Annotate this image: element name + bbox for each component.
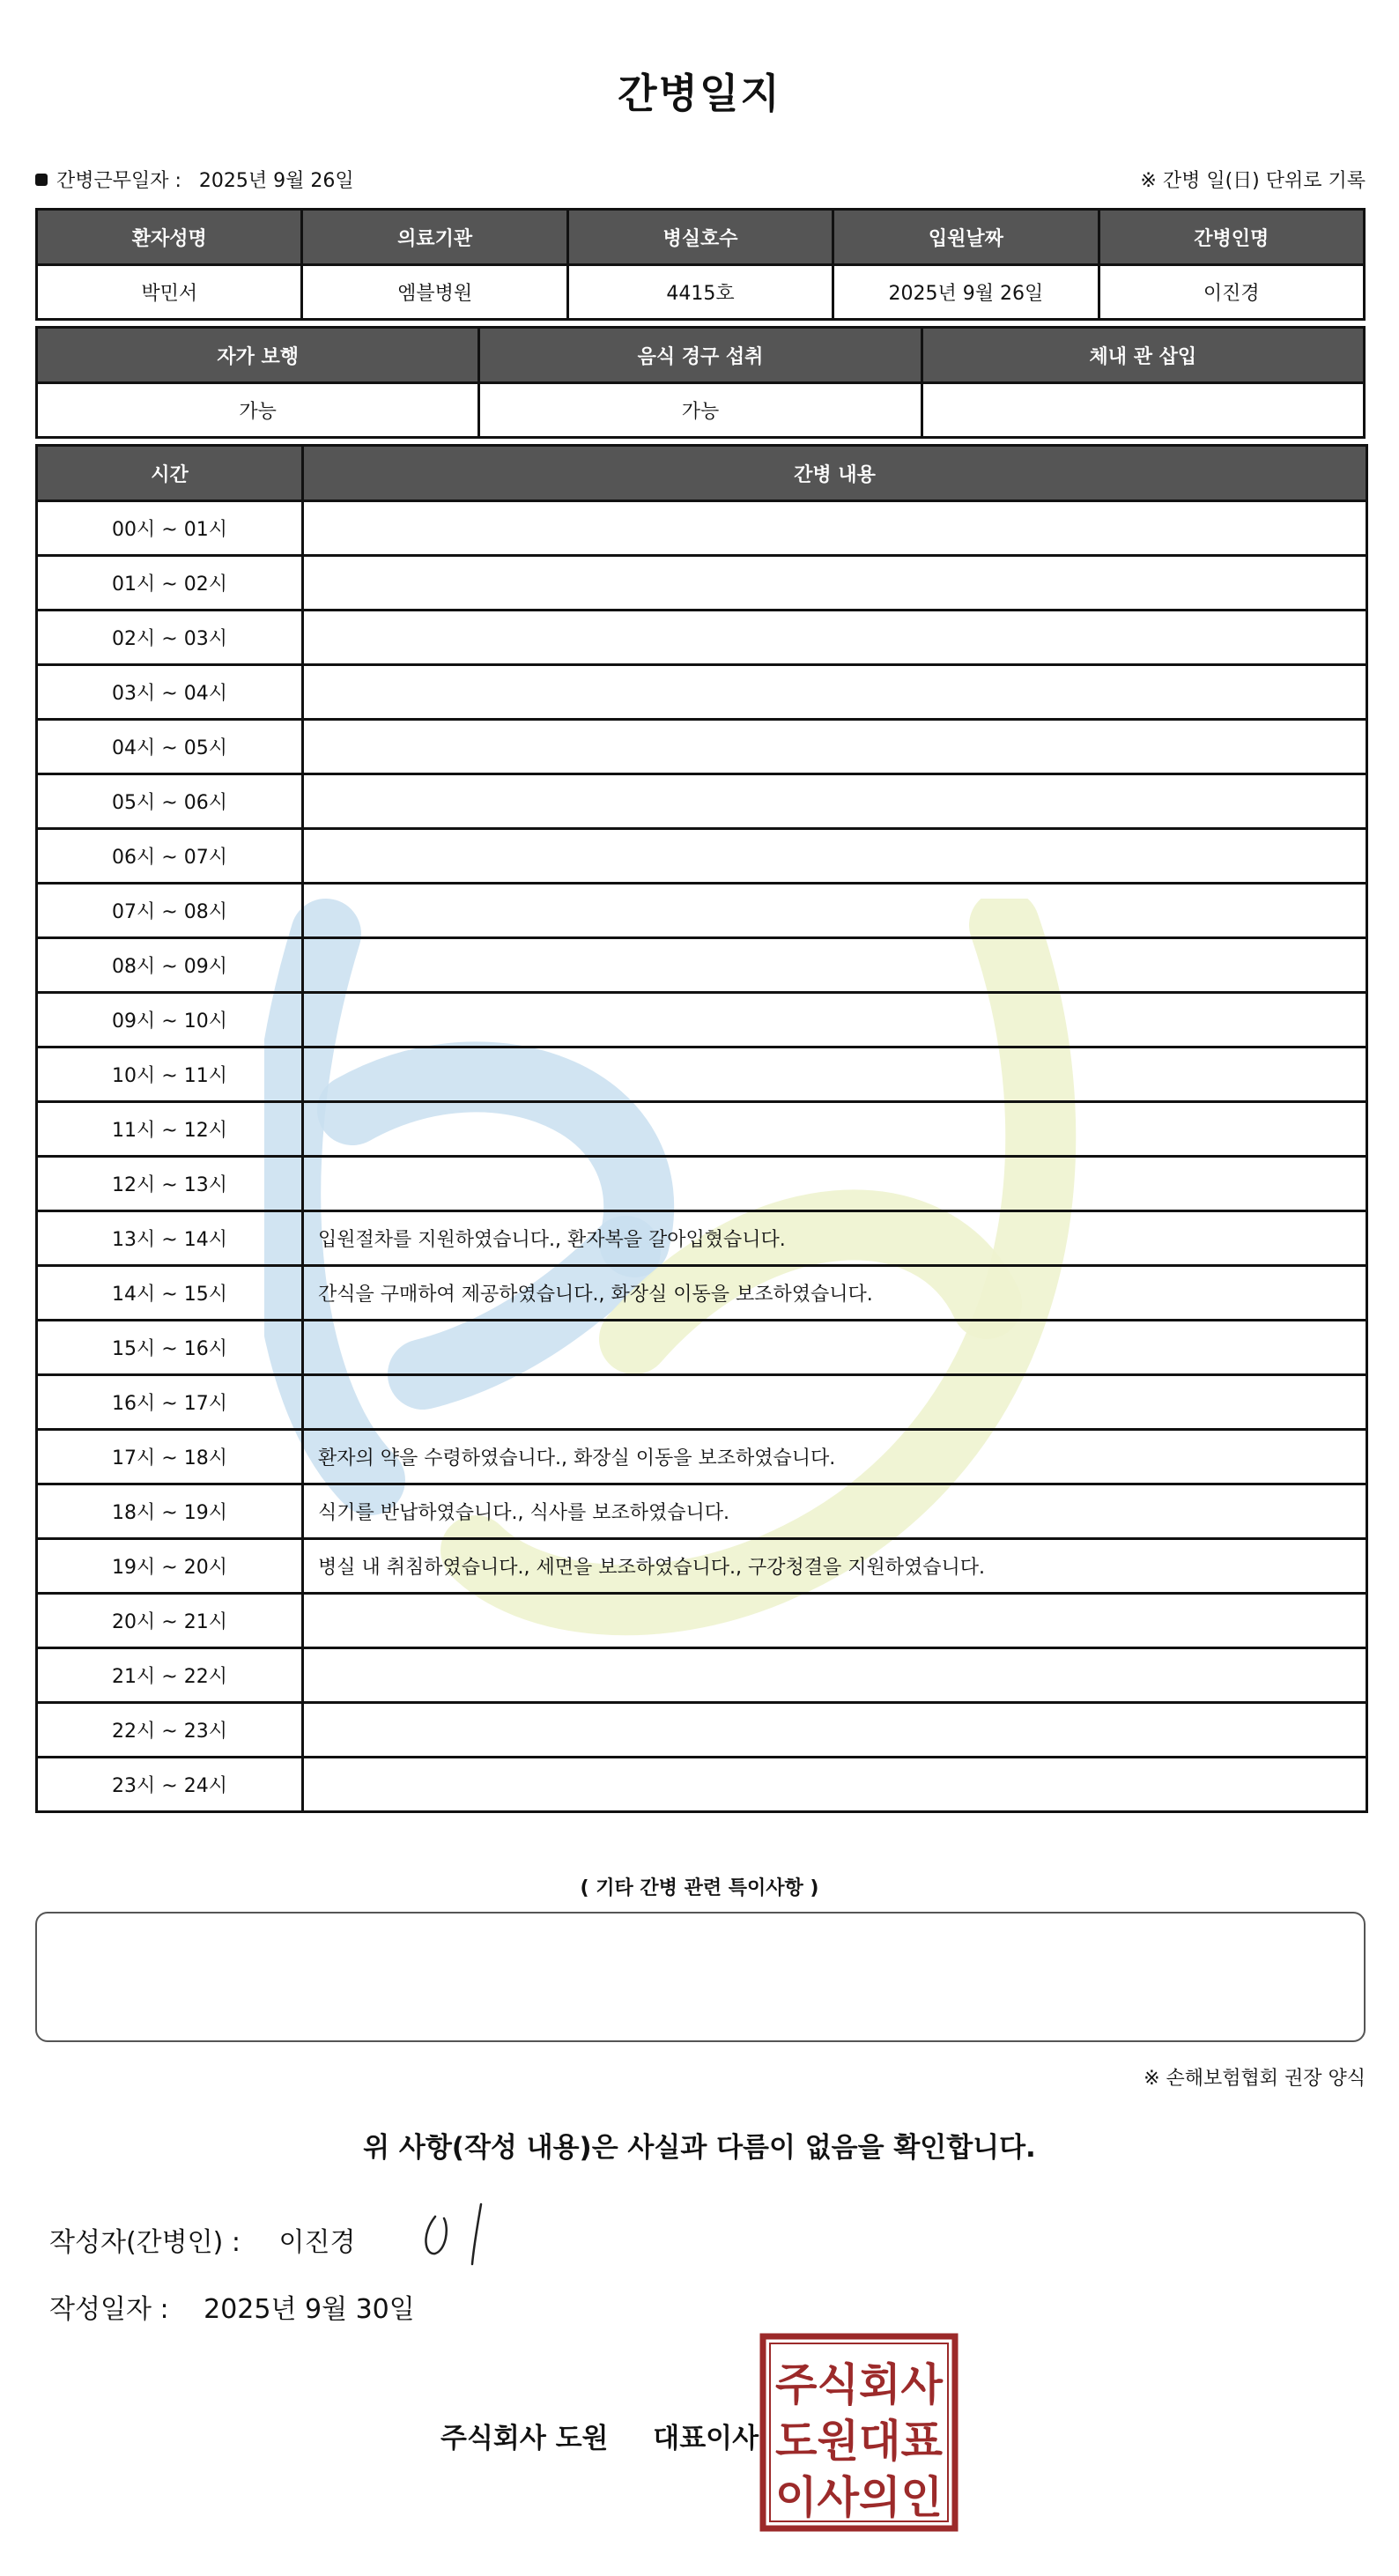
table-row xyxy=(37,1266,1367,1321)
company-line xyxy=(440,2416,759,2455)
recommend-note: ※ 손해보험협회 권장 양식 xyxy=(1144,2068,1366,2090)
care-content xyxy=(303,774,1367,829)
table-row xyxy=(37,1594,1367,1648)
table-row xyxy=(37,1321,1367,1375)
time-slot: 18시 ~ 19시 xyxy=(37,1484,303,1539)
header-room: 병실호수 xyxy=(567,210,833,265)
header-patient-name: 환자성명 xyxy=(37,210,302,265)
header-care-content: 간병 내용 xyxy=(303,446,1367,501)
header-self-walking: 자가 보행 xyxy=(37,328,479,383)
write-date-value: 2025년 9월 30일 xyxy=(204,2294,415,2325)
care-content xyxy=(303,1321,1367,1375)
table-row xyxy=(37,265,1365,320)
header-hospital: 의료기관 xyxy=(302,210,567,265)
unit-note: ※ 간병 일(日) 단위로 기록 xyxy=(1140,170,1366,192)
time-slot: 19시 ~ 20시 xyxy=(37,1539,303,1594)
table-row xyxy=(37,1484,1367,1539)
work-date-label: 간병근무일자 : xyxy=(56,170,181,192)
oral-intake: 가능 xyxy=(479,383,922,438)
care-content xyxy=(303,1758,1367,1812)
time-slot: 23시 ~ 24시 xyxy=(37,1758,303,1812)
care-content xyxy=(303,1375,1367,1430)
header-caregiver: 간병인명 xyxy=(1099,210,1364,265)
table-row xyxy=(37,1758,1367,1812)
time-slot: 22시 ~ 23시 xyxy=(37,1703,303,1758)
patient-name: 박민서 xyxy=(37,265,302,320)
confirmation-statement: 위 사항(작성 내용)은 사실과 다름이 없음을 확인합니다. xyxy=(363,2132,1036,2164)
care-content xyxy=(303,501,1367,556)
time-slot: 04시 ~ 05시 xyxy=(37,720,303,774)
care-content xyxy=(303,884,1367,938)
table-row xyxy=(37,665,1367,720)
table-header-row xyxy=(37,446,1367,501)
writer-name: 이진경 xyxy=(278,2227,356,2258)
ceo-title: 대표이사 xyxy=(653,2423,759,2454)
tube-insertion xyxy=(922,383,1364,438)
care-content xyxy=(303,665,1367,720)
care-content: 환자의 약을 수령하였습니다., 화장실 이동을 보조하였습니다. xyxy=(303,1430,1367,1484)
table-row xyxy=(37,884,1367,938)
company-name: 주식회사 도원 xyxy=(440,2423,609,2454)
header-oral-intake: 음식 경구 섭취 xyxy=(479,328,922,383)
care-content xyxy=(303,1648,1367,1703)
writer-line xyxy=(49,2220,355,2259)
table-row xyxy=(37,829,1367,884)
care-content xyxy=(303,1102,1367,1157)
time-slot: 12시 ~ 13시 xyxy=(37,1157,303,1211)
time-slot: 00시 ~ 01시 xyxy=(37,501,303,556)
care-content: 입원절차를 지원하였습니다., 환자복을 갈아입혔습니다. xyxy=(303,1211,1367,1266)
writer-label: 작성자(간병인) : xyxy=(49,2227,241,2258)
time-slot: 08시 ~ 09시 xyxy=(37,938,303,993)
time-slot: 15시 ~ 16시 xyxy=(37,1321,303,1375)
care-content xyxy=(303,556,1367,611)
signature-mark xyxy=(419,2199,499,2269)
page-title: 간병일지 xyxy=(618,70,781,117)
table-row xyxy=(37,1539,1367,1594)
table-row xyxy=(37,1648,1367,1703)
header-admission-date: 입원날짜 xyxy=(833,210,1099,265)
table-row xyxy=(37,383,1365,438)
seal-text-line: 주식회사 xyxy=(775,2359,944,2410)
time-slot: 11시 ~ 12시 xyxy=(37,1102,303,1157)
header-time: 시간 xyxy=(37,446,303,501)
patient-info-table xyxy=(35,208,1366,321)
time-slot: 07시 ~ 08시 xyxy=(37,884,303,938)
seal-text-line: 도원대표 xyxy=(775,2416,944,2467)
time-slot: 09시 ~ 10시 xyxy=(37,993,303,1047)
table-row xyxy=(37,1157,1367,1211)
time-slot: 13시 ~ 14시 xyxy=(37,1211,303,1266)
care-content: 간식을 구매하여 제공하였습니다., 화장실 이동을 보조하였습니다. xyxy=(303,1266,1367,1321)
care-content xyxy=(303,1594,1367,1648)
table-row xyxy=(37,993,1367,1047)
room-number: 4415호 xyxy=(567,265,833,320)
time-slot: 03시 ~ 04시 xyxy=(37,665,303,720)
care-content xyxy=(303,938,1367,993)
work-date-value: 2025년 9월 26일 xyxy=(198,170,354,192)
table-row xyxy=(37,501,1367,556)
time-slot: 21시 ~ 22시 xyxy=(37,1648,303,1703)
caregiver-name: 이진경 xyxy=(1099,265,1364,320)
table-row xyxy=(37,774,1367,829)
table-row xyxy=(37,1102,1367,1157)
time-slot: 01시 ~ 02시 xyxy=(37,556,303,611)
time-slot: 16시 ~ 17시 xyxy=(37,1375,303,1430)
care-content xyxy=(303,829,1367,884)
write-date-label: 작성일자 : xyxy=(49,2294,169,2325)
header-tube-insertion: 체내 관 삽입 xyxy=(922,328,1364,383)
care-content xyxy=(303,1047,1367,1102)
care-content xyxy=(303,1703,1367,1758)
table-row xyxy=(37,1211,1367,1266)
care-content: 병실 내 취침하였습니다., 세면을 보조하였습니다., 구강청결을 지원하였습니다. xyxy=(303,1539,1367,1594)
admission-date: 2025년 9월 26일 xyxy=(833,265,1099,320)
table-row xyxy=(37,1430,1367,1484)
table-row xyxy=(37,1047,1367,1102)
time-slot: 05시 ~ 06시 xyxy=(37,774,303,829)
time-slot: 14시 ~ 15시 xyxy=(37,1266,303,1321)
care-content xyxy=(303,1157,1367,1211)
seal-text-line: 이사의인 xyxy=(775,2472,943,2523)
care-content xyxy=(303,720,1367,774)
time-slot: 02시 ~ 03시 xyxy=(37,611,303,665)
table-row xyxy=(37,720,1367,774)
write-date-line xyxy=(49,2287,415,2326)
table-header-row xyxy=(37,210,1365,265)
table-header-row xyxy=(37,328,1365,383)
care-content: 식기를 반납하였습니다., 식사를 보조하였습니다. xyxy=(303,1484,1367,1539)
care-log-table xyxy=(35,444,1368,1813)
hospital: 엠블병원 xyxy=(302,265,567,320)
special-notes-box xyxy=(35,1912,1366,2042)
care-content xyxy=(303,993,1367,1047)
self-walking: 가능 xyxy=(37,383,479,438)
company-seal-stamp xyxy=(758,2331,960,2534)
time-slot: 17시 ~ 18시 xyxy=(37,1430,303,1484)
time-slot: 20시 ~ 21시 xyxy=(37,1594,303,1648)
patient-condition-table xyxy=(35,326,1366,439)
table-row xyxy=(37,611,1367,665)
table-row xyxy=(37,556,1367,611)
table-row xyxy=(37,938,1367,993)
special-notes-title: ( 기타 간병 관련 특이사항 ) xyxy=(580,1877,819,1899)
care-content xyxy=(303,611,1367,665)
table-row xyxy=(37,1375,1367,1430)
time-slot: 06시 ~ 07시 xyxy=(37,829,303,884)
square-bullet-icon xyxy=(35,174,48,186)
meta-row xyxy=(35,166,1366,192)
table-row xyxy=(37,1703,1367,1758)
work-date xyxy=(35,166,354,193)
time-slot: 10시 ~ 11시 xyxy=(37,1047,303,1102)
